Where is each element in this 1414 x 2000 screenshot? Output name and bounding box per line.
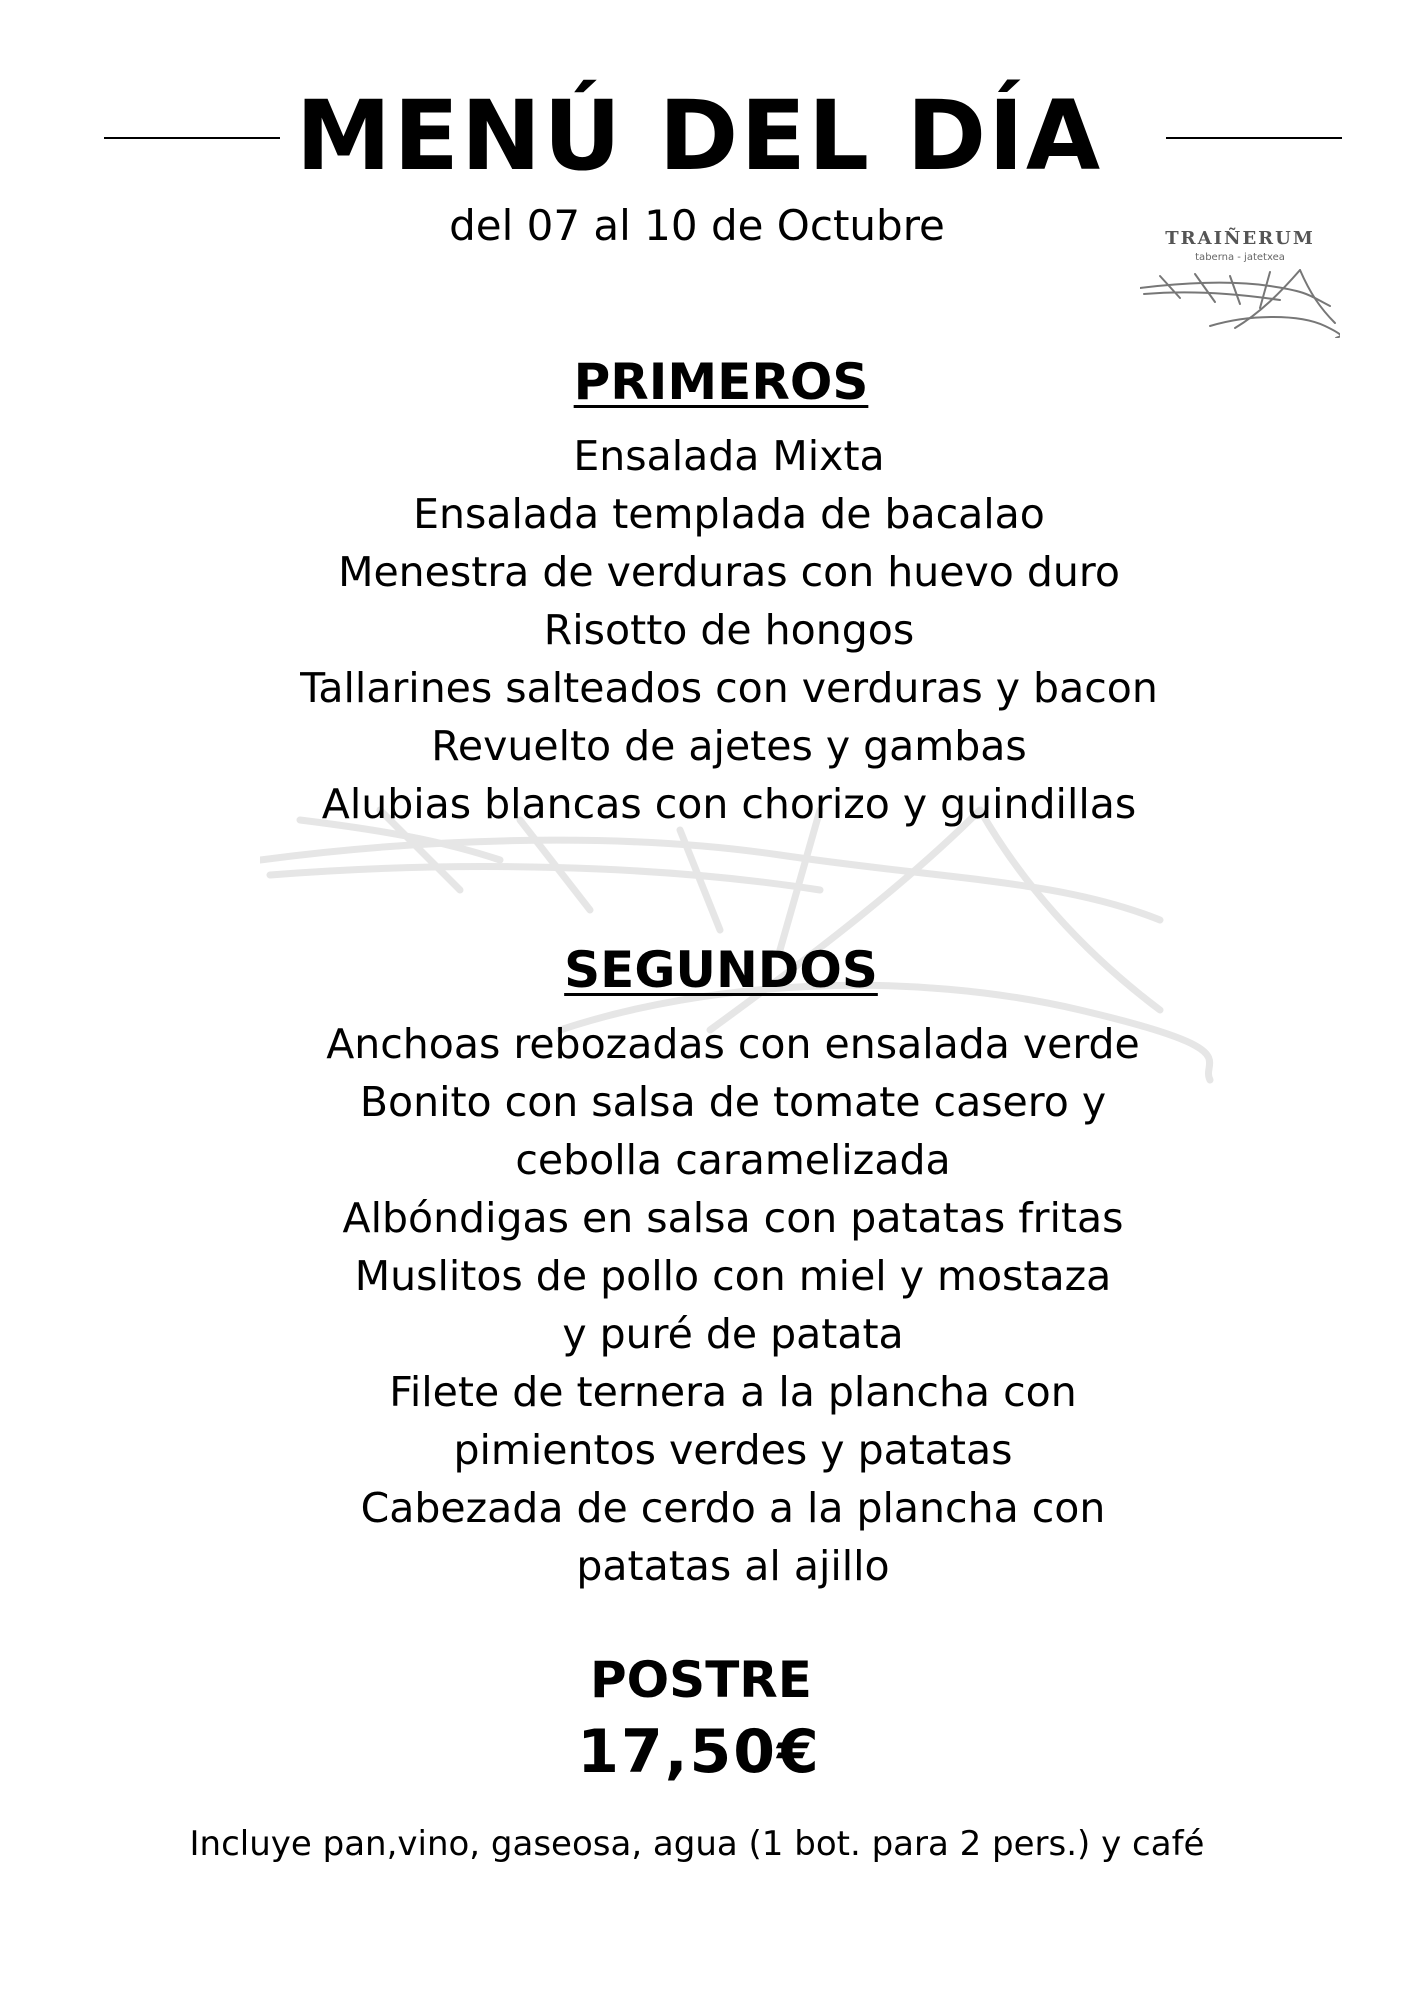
segundos-line: y puré de patata bbox=[562, 1310, 904, 1358]
primeros-item: Ensalada Mixta bbox=[573, 432, 885, 480]
primeros-item: Risotto de hongos bbox=[543, 606, 915, 654]
segundos-line: Muslitos de pollo con miel y mostaza bbox=[354, 1252, 1112, 1300]
logo-name: TRAIÑERUM bbox=[1165, 228, 1315, 249]
logo-tagline: taberna - jatetxea bbox=[1195, 252, 1285, 263]
primeros-item: Tallarines salteados con verduras y bacon bbox=[300, 664, 1158, 712]
rowing-boat-sketch-icon bbox=[1140, 268, 1340, 338]
date-range: del 07 al 10 de Octubre bbox=[449, 201, 945, 250]
primeros-item: Revuelto de ajetes y gambas bbox=[431, 722, 1027, 770]
segundos-heading-text: SEGUNDOS bbox=[564, 941, 878, 999]
postre-heading: POSTRE bbox=[590, 1651, 812, 1709]
segundos-line: patatas al ajillo bbox=[576, 1542, 890, 1590]
segundos-line: Anchoas rebozadas con ensalada verde bbox=[326, 1020, 1140, 1068]
segundos-line: Cabezada de cerdo a la plancha con bbox=[360, 1484, 1106, 1532]
page-title: MENÚ DEL DÍA bbox=[295, 80, 1103, 192]
title-rule-right bbox=[1166, 137, 1342, 139]
segundos-line: Bonito con salsa de tomate casero y bbox=[359, 1078, 1107, 1126]
segundos-line: Filete de ternera a la plancha con bbox=[389, 1368, 1077, 1416]
primeros-list bbox=[22, 427, 1414, 833]
includes-note: Incluye pan,vino, gaseosa, agua (1 bot. para 2 pers.) y café bbox=[189, 1824, 1205, 1864]
menu-price: 17,50€ bbox=[577, 1717, 821, 1787]
segundos-list bbox=[26, 1015, 1414, 1595]
primeros-heading bbox=[14, 352, 1414, 412]
primeros-item: Ensalada templada de bacalao bbox=[413, 490, 1045, 538]
segundos-heading bbox=[14, 940, 1414, 1000]
segundos-line: cebolla caramelizada bbox=[515, 1136, 951, 1184]
primeros-heading-text: PRIMEROS bbox=[573, 353, 869, 411]
segundos-line: pimientos verdes y patatas bbox=[453, 1426, 1013, 1474]
segundos-line: Albóndigas en salsa con patatas fritas bbox=[342, 1194, 1124, 1242]
primeros-item: Menestra de verduras con huevo duro bbox=[338, 548, 1120, 596]
restaurant-logo bbox=[1130, 228, 1350, 348]
primeros-item: Alubias blancas con chorizo y guindillas bbox=[321, 780, 1137, 828]
